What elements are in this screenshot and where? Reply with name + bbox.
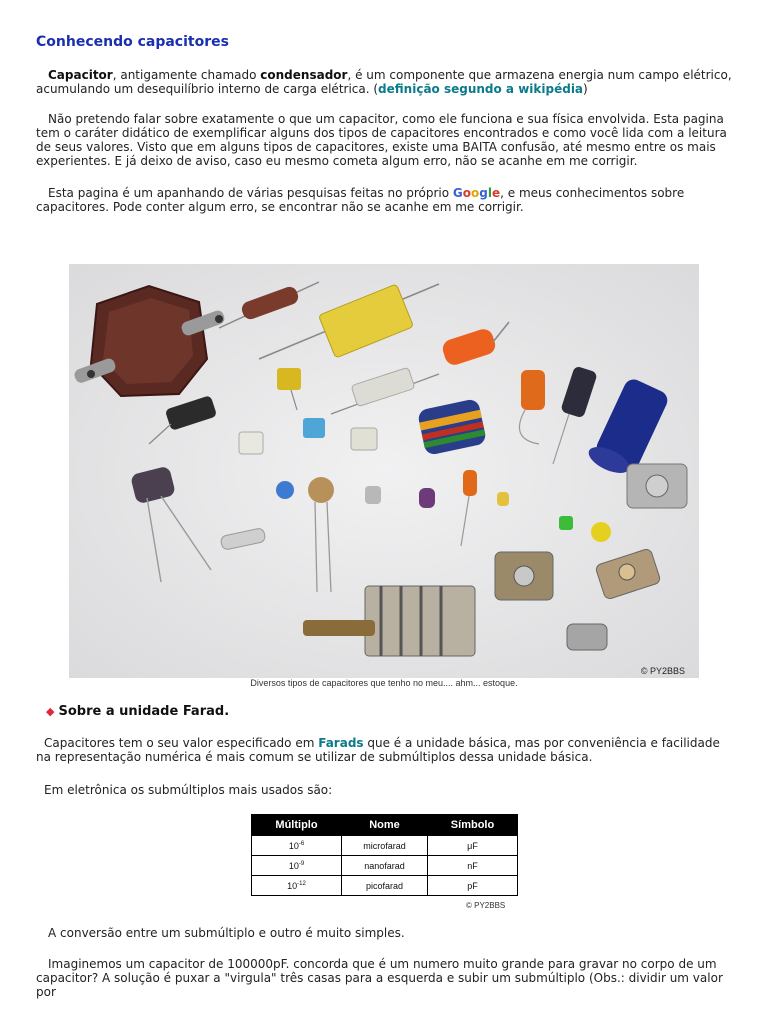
- purpose-paragraph: Não pretendo falar sobre exatamente o que um capacitor, como ele funciona e sua física envolvida. Esta pagina tem o caráter didático de exemplificar alguns dos tipos de capacitores encontrados e como você lida com a leitura de seus valores. Visto que em alguns tipos de capacitores, existe uma BAITA confusão, até mesmo entre os mais experientes. E já deixo de aviso, caso eu mesmo cometa algum erro, não se acanhe em me corrigir.: [36, 112, 727, 168]
- google-letter: e: [492, 186, 501, 200]
- power-exponent: -9: [298, 860, 305, 867]
- table-row: [252, 836, 518, 856]
- cell-name: microfarad: [342, 836, 428, 856]
- cell-multiple: [252, 876, 342, 896]
- header-multiple: Múltiplo: [252, 815, 342, 836]
- header-name: Nome: [342, 815, 428, 836]
- farad-text-before: Capacitores tem o seu valor especificado em: [44, 736, 319, 750]
- capacitors-photo-illustration: [69, 264, 699, 678]
- section-title: Sobre a unidade Farad.: [58, 704, 230, 719]
- condensador-term: condensador: [260, 68, 348, 82]
- intro-text-3: ): [583, 82, 588, 96]
- conversion-paragraph: A conversão entre um submúltiplo e outro é muito simples.: [48, 926, 405, 940]
- power-exponent: -6: [298, 840, 305, 847]
- google-letter: G: [452, 186, 463, 200]
- example-paragraph: Imaginemos um capacitor de 100000pF. concorda que é um numero muito grande para gravar no corpo de um capacitor? A solução é puxar a "virgula" três casas para a esquerda e subir um submúltiplo (Obs.: dividir um valor por: [36, 957, 723, 999]
- google-text-after: , e meus conhecimentos sobre capacitores. Pode conter algum erro, se encontrar não se acanhe em me corrigir.: [36, 186, 685, 214]
- cell-symbol: nF: [428, 856, 518, 876]
- google-paragraph: [36, 186, 732, 214]
- submultiples-intro: Em eletrônica os submúltiplos mais usados são:: [44, 783, 333, 797]
- table-credit: © PY2BBS: [466, 901, 506, 910]
- cell-name: picofarad: [342, 876, 428, 896]
- cell-symbol: pF: [428, 876, 518, 896]
- table-header-row: [252, 815, 518, 836]
- power-base: 10: [288, 860, 299, 871]
- google-text-before: Esta pagina é um apanhando de várias pesquisas feitas no próprio: [48, 186, 453, 200]
- google-link[interactable]: [453, 186, 500, 200]
- page-title: Conhecendo capacitores: [36, 34, 229, 50]
- photo-caption: Diversos tipos de capacitores que tenho no meu.... ahm... estoque.: [250, 678, 518, 688]
- power-base: 10: [287, 880, 298, 891]
- units-table: [251, 814, 518, 896]
- farad-paragraph: [36, 736, 732, 764]
- google-letter: o: [462, 186, 472, 200]
- wikipedia-link[interactable]: definição segundo a wikipédia: [378, 82, 584, 96]
- google-letter: o: [471, 186, 480, 200]
- capacitor-term: Capacitor: [48, 68, 113, 82]
- section-heading: [46, 704, 229, 719]
- cell-name: nanofarad: [342, 856, 428, 876]
- power-base: 10: [288, 840, 299, 851]
- farads-link[interactable]: Farads: [318, 736, 364, 750]
- header-symbol: Símbolo: [428, 815, 518, 836]
- google-letter: g: [479, 186, 488, 200]
- cell-symbol: μF: [428, 836, 518, 856]
- table-row: [252, 876, 518, 896]
- diamond-bullet-icon: ◆: [46, 705, 55, 718]
- farad-text-after: que é a unidade básica, mas por conveniência e facilidade na representação numérica é mais comum se utilizar de submúltiplos dessa unidade básica.: [36, 736, 720, 764]
- table-row: [252, 856, 518, 876]
- intro-text-1: , antigamente chamado: [112, 68, 261, 82]
- capacitors-photo: [69, 264, 699, 678]
- google-letter: l: [487, 186, 492, 200]
- cell-multiple: [252, 836, 342, 856]
- cell-multiple: [252, 856, 342, 876]
- intro-text-2: , é um componente que armazena energia num campo elétrico, acumulando um desequilíbrio interno de carga elétrica. (: [36, 68, 732, 96]
- photo-watermark: © PY2BBS: [640, 666, 685, 676]
- power-exponent: -12: [297, 880, 306, 887]
- intro-paragraph: [36, 68, 732, 96]
